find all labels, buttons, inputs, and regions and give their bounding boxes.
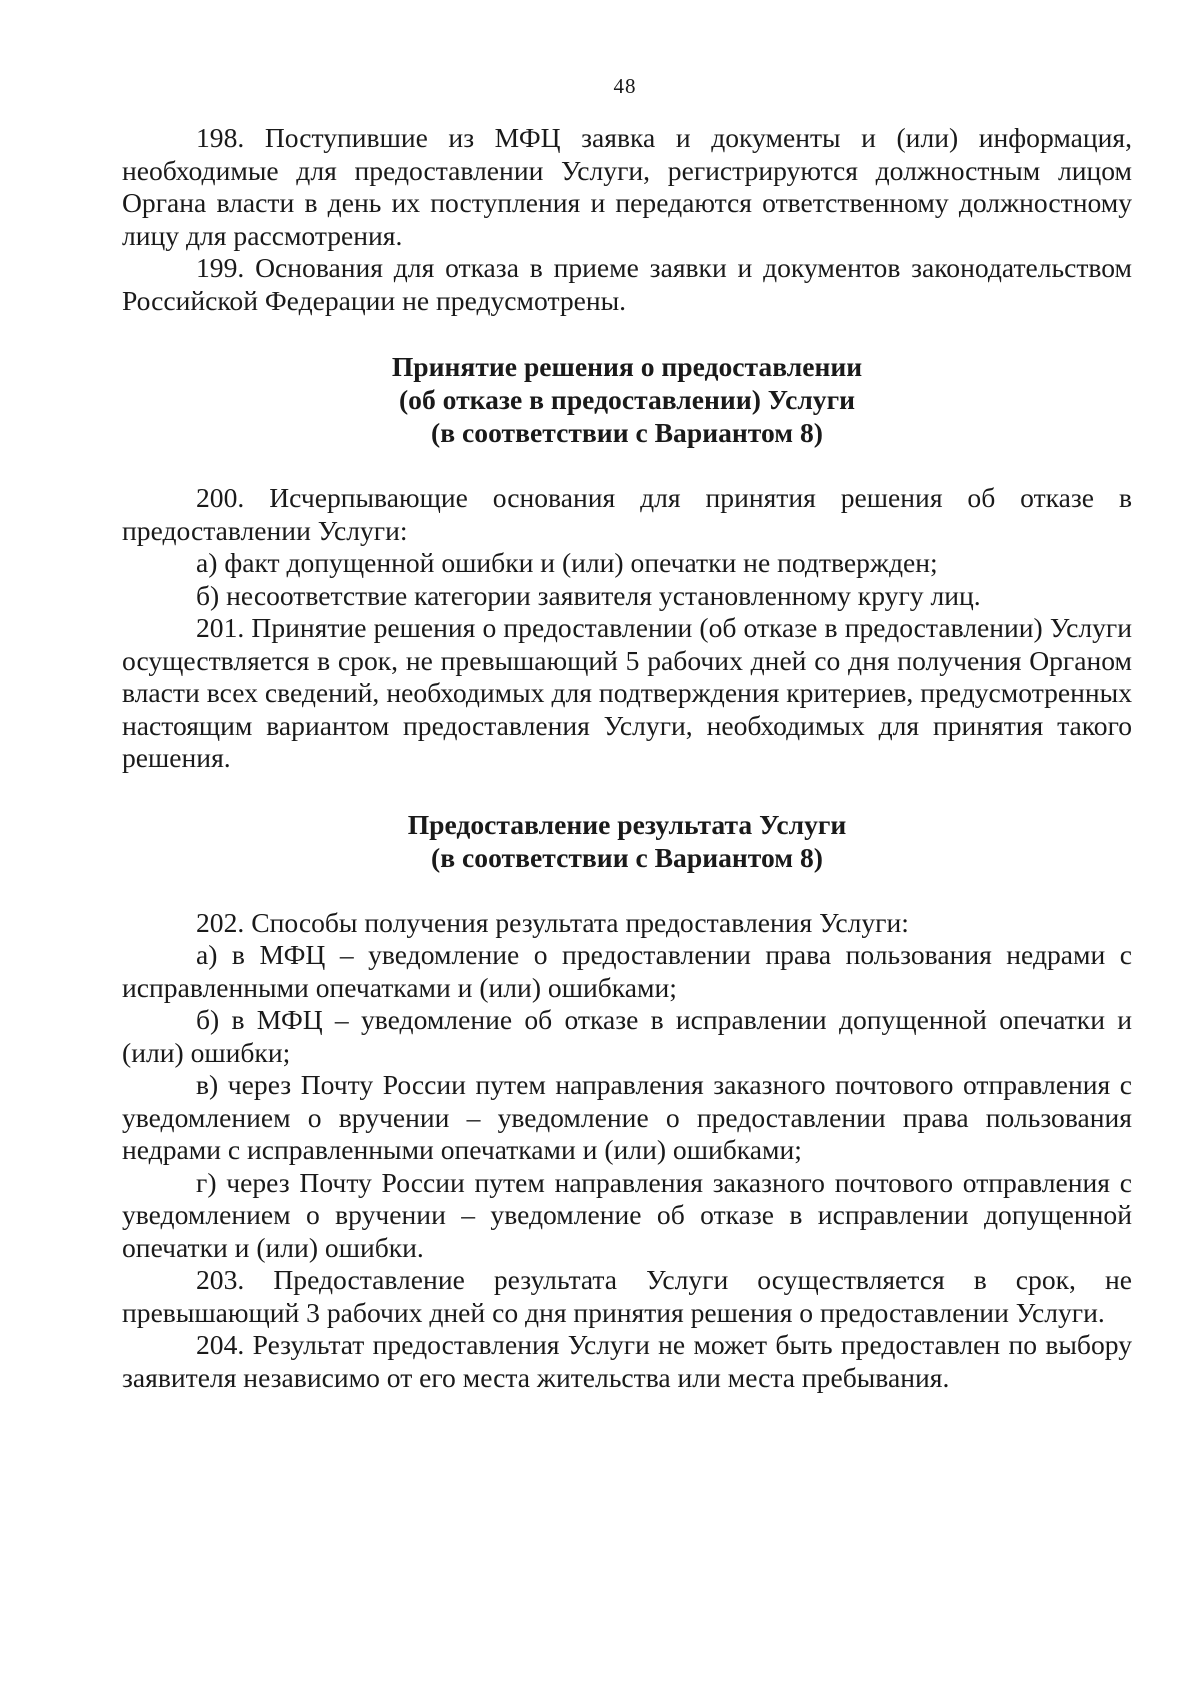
paragraph-198: 198. Поступившие из МФЦ заявка и документы и (или) информация, необходимые для предоставлении Услуги, регистрируются должностным лицом Органа власти в день их поступления и передаются ответственному должностному лицу для рассмотрения. — [122, 122, 1132, 251]
paragraph-202-a: а) в МФЦ – уведомление о предоставлении права пользования недрами с исправленными опечатками и (или) ошибками; — [122, 939, 1132, 1003]
paragraph-200: 200. Исчерпывающие основания для принятия решения об отказе в предоставлении Услуги: — [122, 482, 1132, 546]
section-heading-decision — [122, 350, 1132, 449]
heading-result-line-1: Предоставление результата Услуги — [407, 808, 847, 840]
paragraph-203: 203. Предоставление результата Услуги осуществляется в срок, не превышающий 3 рабочих дней со дня принятия решения о предоставлении Услуги. — [122, 1264, 1132, 1328]
paragraph-202: 202. Способы получения результата предоставления Услуги: — [196, 906, 909, 938]
paragraph-200-a: а) факт допущенной ошибки и (или) опечатки не подтвержден; — [196, 547, 938, 578]
section-heading-result — [122, 808, 1132, 874]
paragraph-204: 204. Результат предоставления Услуги не может быть предоставлен по выбору заявителя независимо от его места жительства или места пребывания. — [122, 1329, 1132, 1393]
paragraph-200-b: б) несоответствие категории заявителя установленному кругу лиц. — [196, 579, 981, 611]
heading-decision-line-2: (об отказе в предоставлении) Услуги — [398, 384, 856, 415]
heading-decision-line-1: Принятие решения о предоставлении — [391, 351, 863, 382]
page-number: 48 — [613, 74, 637, 98]
paragraph-202-b: б) в МФЦ – уведомление об отказе в исправлении допущенной опечатки и (или) ошибки; — [122, 1004, 1132, 1068]
paragraph-199: 199. Основания для отказа в приеме заявки и документов законодательством Российской Федерации не предусмотрены. — [122, 252, 1132, 316]
paragraph-202-g: г) через Почту России путем направления заказного почтового отправления с уведомлением о вручении – уведомление об отказе в исправлении допущенной опечатки и (или) ошибки. — [122, 1166, 1132, 1263]
heading-result-line-2: (в соответствии с Вариантом 8) — [431, 841, 823, 873]
document-body — [122, 122, 1132, 1394]
heading-decision-line-3: (в соответствии с Вариантом 8) — [431, 417, 823, 448]
paragraph-202-v: в) через Почту России путем направления заказного почтового отправления с уведомлением о вручении – уведомление о предоставлении права пользования недрами с исправленными опечатками и (или) ошибками; — [122, 1069, 1132, 1165]
paragraph-201: 201. Принятие решения о предоставлении (об отказе в предоставлении) Услуги осуществляется в срок, не превышающий 5 рабочих дней со дня получения Органом власти всех сведений, необходимых для подтверждения критериев, предусмотренных настоящим вариантом предоставления Услуги, необходимых для принятия такого решения. — [122, 612, 1132, 773]
